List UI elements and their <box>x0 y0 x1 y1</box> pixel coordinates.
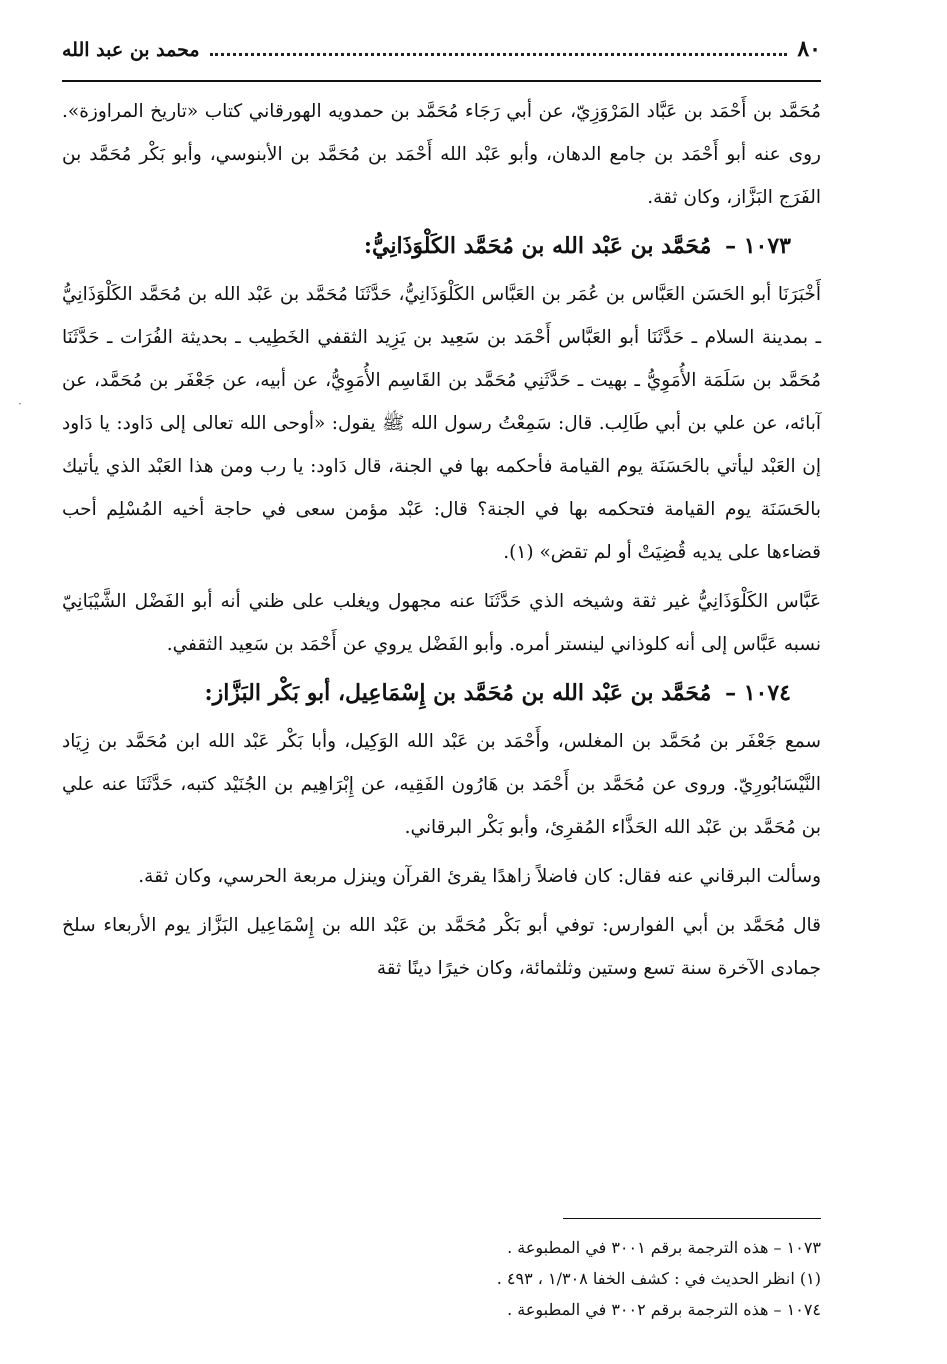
book-page <box>62 36 821 1344</box>
hadith-text: أَخْبَرَنَا أبو الحَسَن العَبَّاس بن عُمَر بن العَبَّاس الكَلْوَذَانِيُّ، حَدَّثَنَا مُحَمَّد بن عَبْد الله بن مُحَمَّد الكَلْوَذَانِيُّ ـ بمدينة السلام ـ حَدَّثَنَا أبو العَبَّاس أَحْمَد بن سَعِيد بن يَزِيد الثقفي الخَطِيب ـ بحديثة الفُرَات ـ حَدَّثَنَا مُحَمَّد بن سَلَمَة الأُمَوِيُّ ـ بهيت ـ حَدَّثَنِي مُحَمَّد بن القَاسِم الأُمَوِيُّ، عن أبيه، عن جَعْفَر بن مُحَمَّد، عن آبائه، عن علي بن أبي طَالِب. قال: سَمِعْتُ رسول الله ﷺ يقول: «أوحى الله تعالى إلى دَاود: يا دَاود إن العَبْد ليأتي بالحَسَنَة يوم القيامة فأحكمه بها في الجنة، قال دَاود: يا رب ومن هذا العَبْد الذي يأتيك بالحَسَنَة يوم القيامة فتحكمه بها في الجنة؟ قال: عَبْد مؤمن سعى في حاجة أخيه المُسْلِم أحب قضاءها على يديه قُضِيَتْ أو لم تقض» <box>62 284 821 563</box>
paragraph-narrators: سمع جَعْفَر بن مُحَمَّد بن المغلس، وأَحْمَد بن عَبْد الله الوَكِيل، وأبا بَكْر عَبْد الله ابن مُحَمَّد بن زِيَاد النَّيْسَابُورِيّ. وروى عن مُحَمَّد بن أَحْمَد بن هَارُون الفَقِيه، عن إِبْرَاهِيم بن الجُنَيْد كتبه، حَدَّثَنَا عنه علي بن مُحَمَّد بن عَبْد الله الحَذَّاء المُقرِئ، وأبو بَكْر البرقاني. <box>62 731 821 838</box>
page-body <box>62 90 821 990</box>
header-leader-dots <box>210 52 788 56</box>
footnote-hadith-ref: (١) انظر الحديث في : كشف الخفا ١/٣٠٨ ، ٤٩٣ . <box>496 1269 821 1288</box>
entry-heading-1074 <box>62 668 791 718</box>
paragraph-hadith <box>62 273 821 574</box>
entry-number: ١٠٧٣ – <box>725 233 791 259</box>
entry-number: ١٠٧٤ – <box>725 680 791 706</box>
paragraph-death-date: قال مُحَمَّد بن أبي الفوارس: توفي أبو بَكْر مُحَمَّد بن عَبْد الله بن إِسْمَاعِيل البَزَّاز يوم الأربعاء سلخ جمادى الآخرة سنة تسع وستين وثلثمائة، وكان خيرًا دينًا ثقة <box>62 915 821 979</box>
running-header <box>62 36 821 82</box>
margin-mark: · <box>18 397 22 411</box>
footnote-1073: ١٠٧٣ – هذه الترجمة برقم ٣٠٠١ في المطبوعة . <box>507 1238 821 1257</box>
paragraph-barqani: وسألت البرقاني عنه فقال: كان فاضلاً زاهدًا يقرئ القرآن وينزل مربعة الحرسي، وكان ثقة. <box>138 866 821 887</box>
entry-name: مُحَمَّد بن عَبْد الله بن مُحَمَّد الكَلْوَذَانِيُّ: <box>363 233 712 259</box>
paragraph-commentary: عَبَّاس الكَلْوَذَانِيُّ غير ثقة وشيخه الذي حَدَّثَنَا عنه مجهول ويغلب على ظني أنه أبو الفَضْل الشَّيْبَانِيّ نسبه عَبَّاس إلى أنه كلوذاني لينستر أمره. وأبو الفَضْل يروي عن أَحْمَد بن سَعِيد الثقفي. <box>62 591 821 655</box>
running-title: محمد بن عبد الله <box>62 39 200 61</box>
entry-heading-1073 <box>62 221 791 271</box>
page-number: ٨٠ <box>797 36 821 62</box>
footnote-ref: (١). <box>503 542 540 563</box>
paragraph-continuation: مُحَمَّد بن أَحْمَد بن عَبَّاد المَرْوَزِيّ، عن أبي رَجَاء مُحَمَّد بن حمدويه الهورقاني كتاب «تاريخ المراوزة». روى عنه أبو أَحْمَد بن جامع الدهان، وأبو عَبْد الله أَحْمَد بن مُحَمَّد بن الأبنوسي، وأبو بَكْر مُحَمَّد بن الفَرَج البَزَّاز، وكان ثقة. <box>62 101 821 208</box>
entry-name: مُحَمَّد بن عَبْد الله بن مُحَمَّد بن إِسْمَاعِيل، أبو بَكْر البَزَّاز: <box>204 680 712 706</box>
footnote-separator <box>563 1218 821 1219</box>
footnotes <box>62 1232 821 1325</box>
footnote-1074: ١٠٧٤ – هذه الترجمة برقم ٣٠٠٢ في المطبوعة . <box>507 1300 821 1319</box>
